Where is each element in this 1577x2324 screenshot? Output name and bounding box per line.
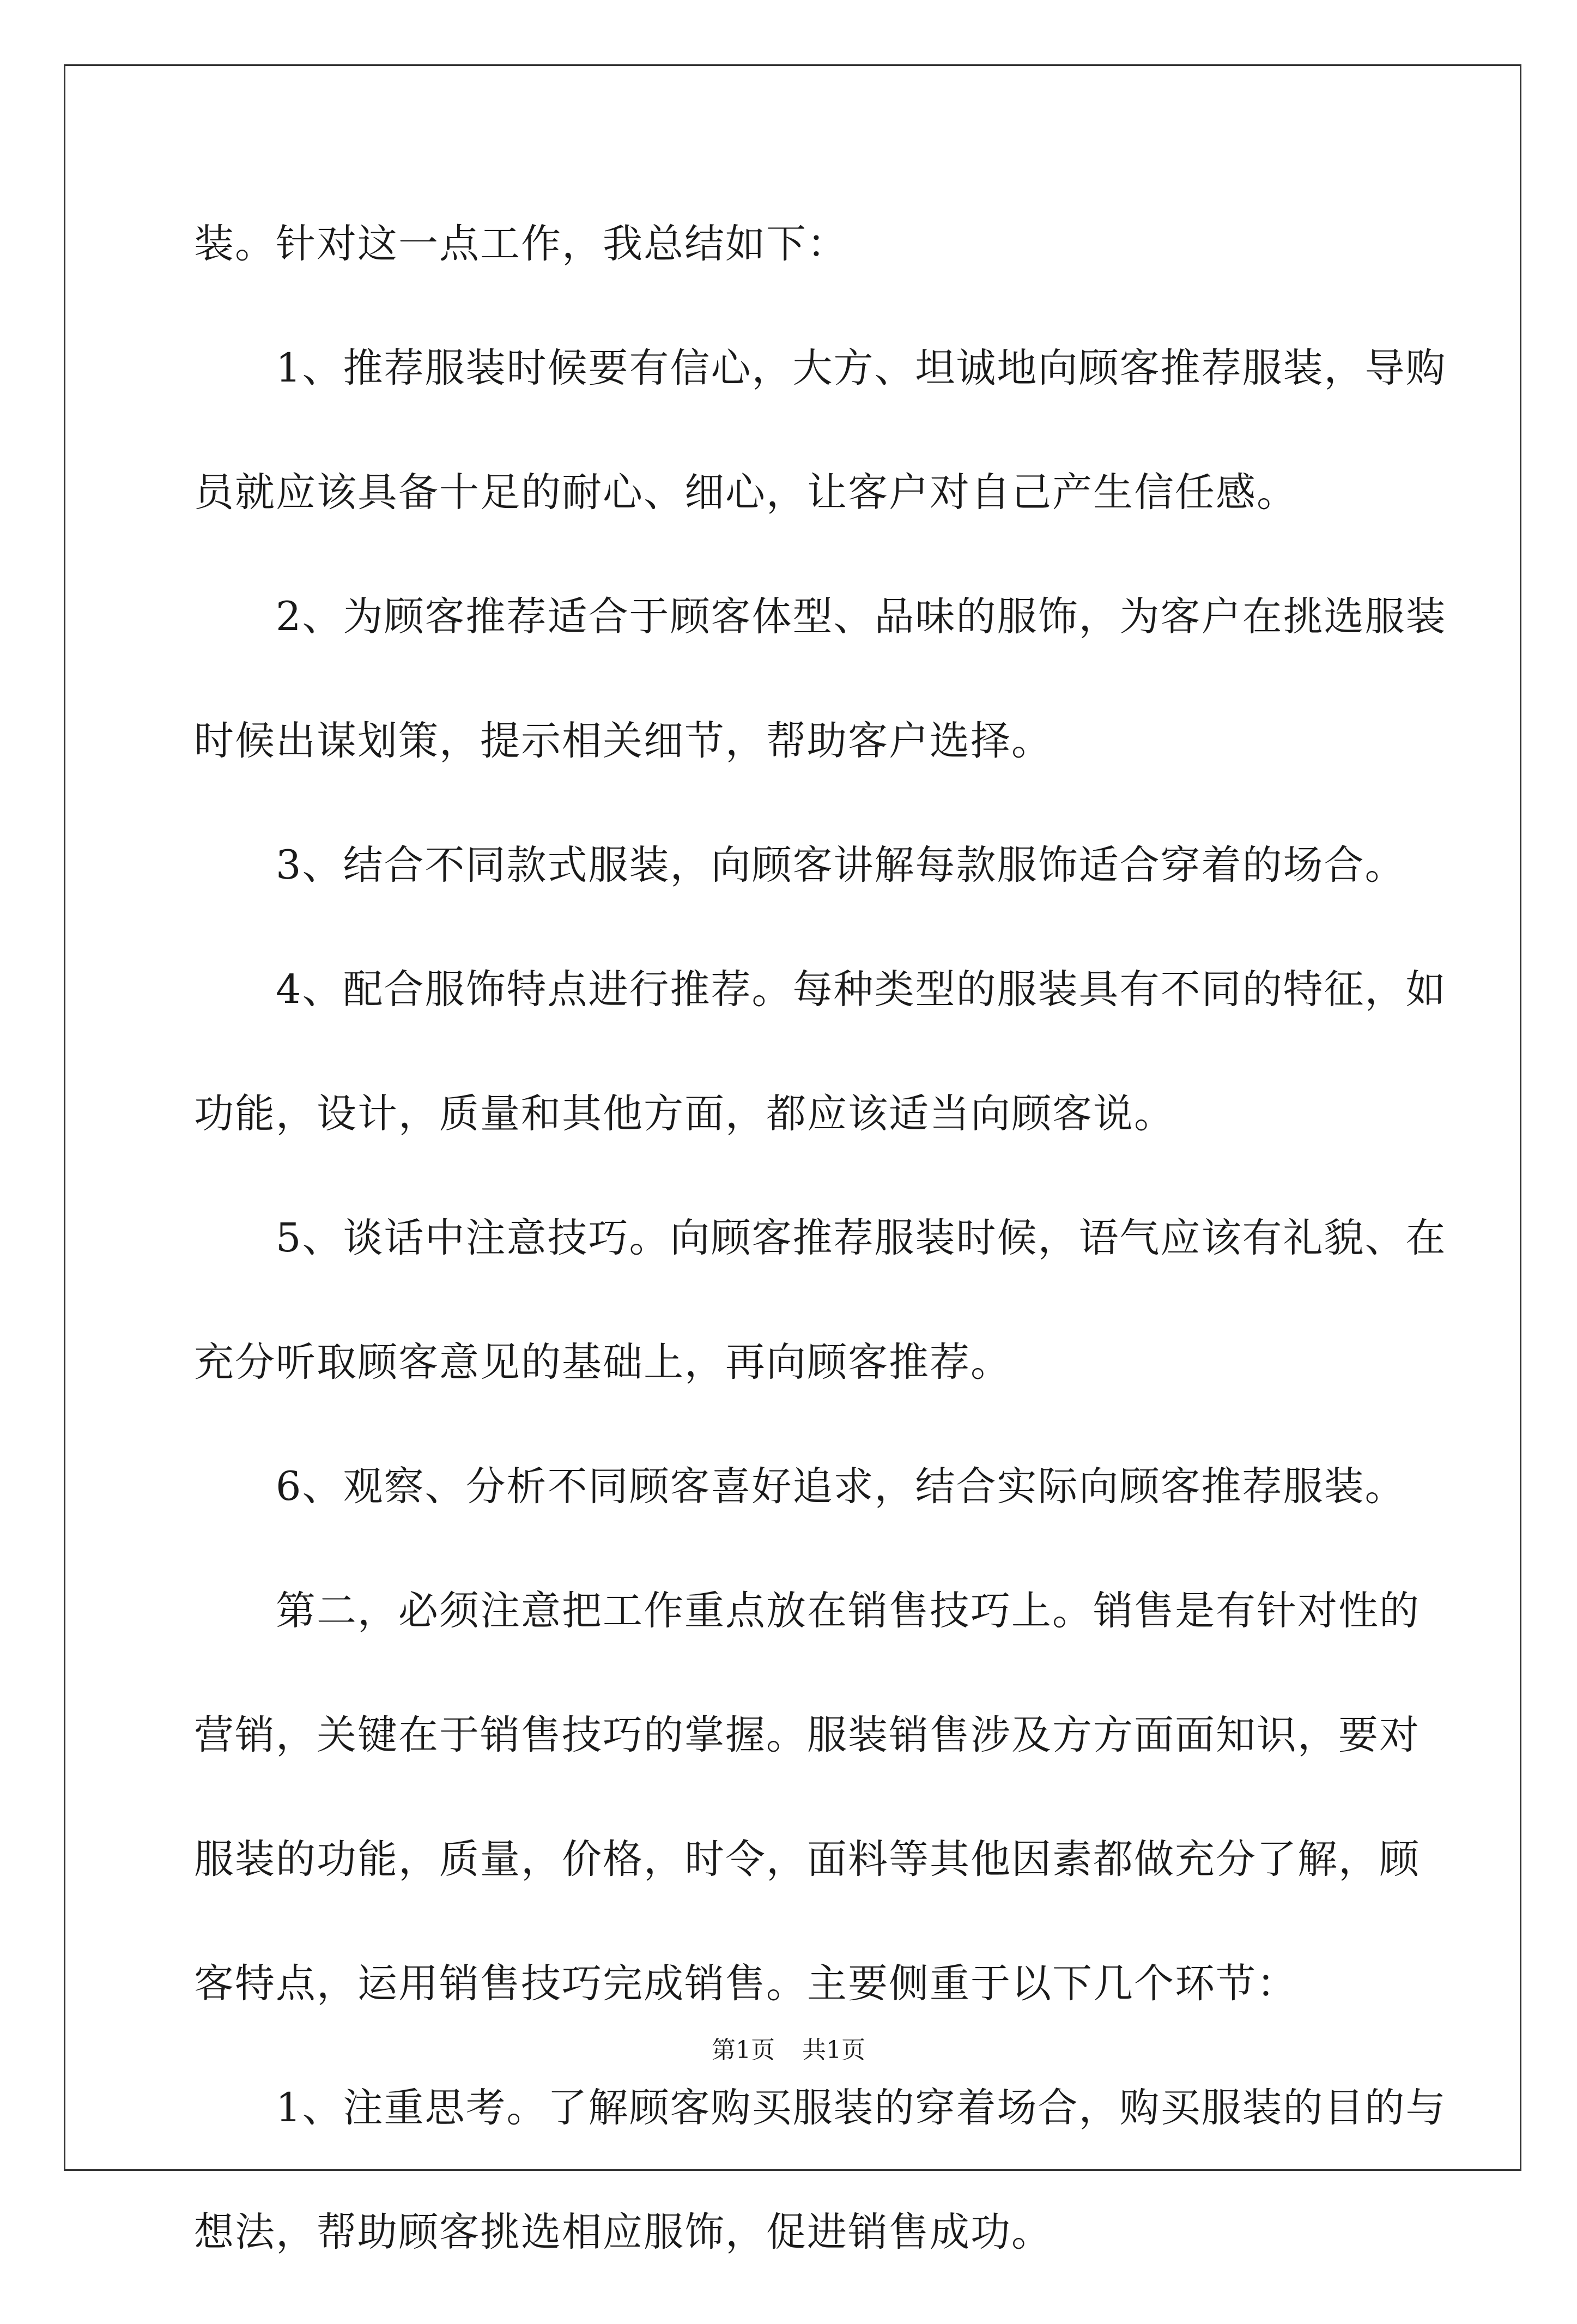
text-line: 营销，关键在于销售技巧的掌握。服装销售涉及方方面面知识，要对 (194, 1712, 1420, 1758)
text-line: 2、为顾客推荐适合于顾客体型、品味的服饰，为客户在挑选服装 (276, 594, 1447, 640)
document-body (194, 211, 1447, 2324)
text-line: 客特点，运用销售技巧完成销售。主要侧重于以下几个环节： (194, 1960, 1297, 2007)
text-line: 员就应该具备十足的耐心、细心，让客户对自己产生信任感。 (194, 469, 1297, 516)
text-line: 时候出谋划策，提示相关细节，帮助客户选择。 (194, 718, 1052, 764)
text-line: 5、谈话中注意技巧。向顾客推荐服装时候，语气应该有礼貌、在 (276, 1215, 1447, 1261)
text-line: 第二，必须注意把工作重点放在销售技巧上。销售是有针对性的 (276, 1588, 1420, 1634)
text-line: 想法，帮助顾客挑选相应服饰，促进销售成功。 (194, 2209, 1052, 2255)
text-line: 4、配合服饰特点进行推荐。每种类型的服装具有不同的特征，如 (276, 966, 1447, 1013)
text-line: 3、结合不同款式服装，向顾客讲解每款服饰适合穿着的场合。 (276, 842, 1406, 888)
text-line: 装。针对这一点工作，我总结如下： (194, 221, 848, 267)
text-line: 功能，设计，质量和其他方面，都应该适当向顾客说。 (194, 1091, 1175, 1137)
text-line: 1、注重思考。了解顾客购买服装的穿着场合，购买服装的目的与 (276, 2085, 1447, 2131)
page-total: 共1页 (802, 2036, 865, 2064)
page-footer (0, 2034, 1577, 2067)
text-line: 服装的功能，质量，价格，时令，面料等其他因素都做充分了解，顾 (194, 1836, 1420, 1883)
text-line: 1、推荐服装时候要有信心，大方、坦诚地向顾客推荐服装，导购 (276, 345, 1447, 391)
page-number: 第1页 (712, 2036, 775, 2064)
text-line: 充分听取顾客意见的基础上，再向顾客推荐。 (194, 1339, 1011, 1385)
text-line: 6、观察、分析不同顾客喜好追求，结合实际向顾客推荐服装。 (276, 1463, 1406, 1510)
